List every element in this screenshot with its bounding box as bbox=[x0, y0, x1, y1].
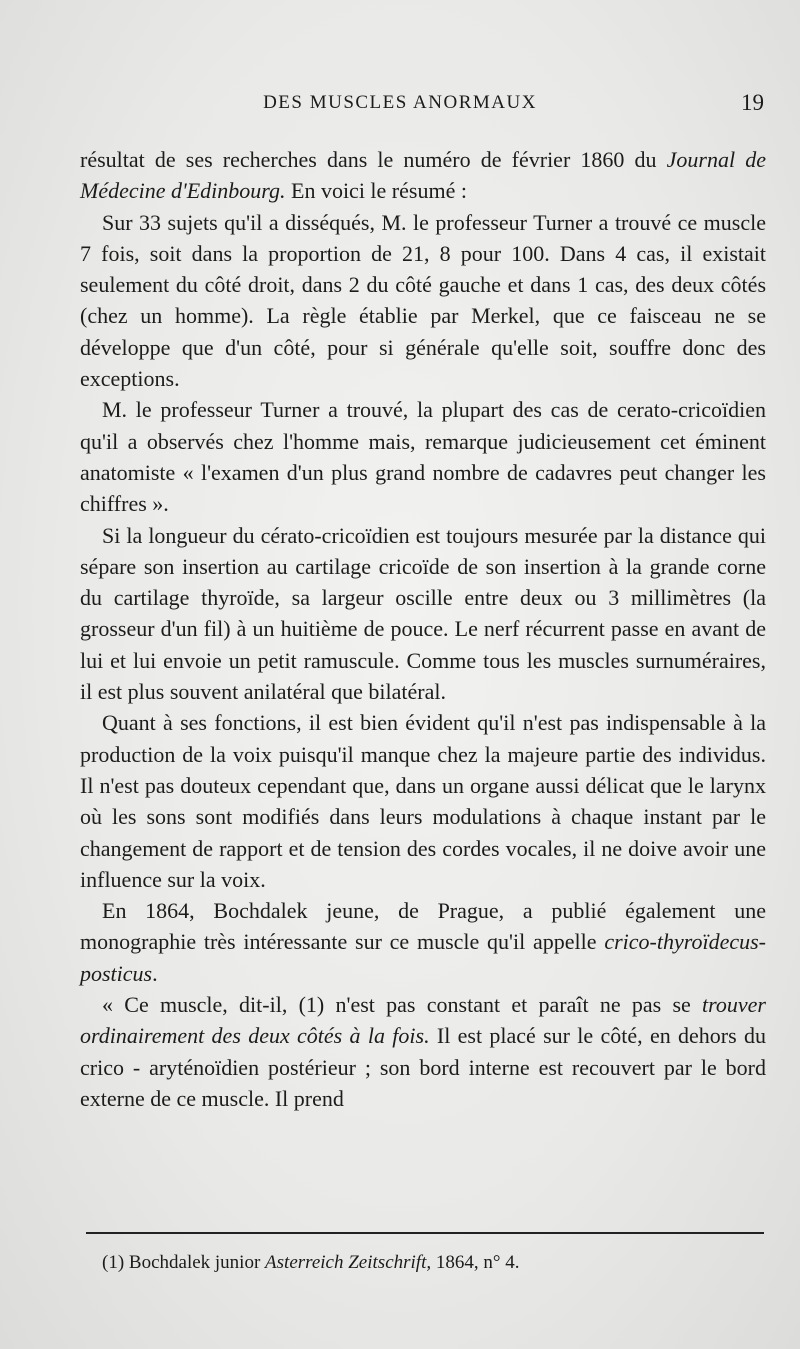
running-head bbox=[0, 90, 800, 120]
paragraph-6 bbox=[80, 895, 766, 989]
paragraph-7-text-end: Il est placé sur le côté, en dehors du crico - aryténoïdien postérieur ; son bord interne est recouvert par le bord externe de ce muscle. Il prend bbox=[80, 1023, 766, 1111]
paragraph-1-text-end: En voici le résumé : bbox=[285, 178, 467, 204]
paragraph-7 bbox=[80, 989, 766, 1114]
muscle-term: crico-thyroïdecus-posticus bbox=[80, 929, 766, 986]
paragraph-1-text: résultat de ses recherches dans le numéro de février 1860 du bbox=[80, 147, 667, 172]
footnote bbox=[80, 1250, 766, 1276]
paragraph-3: M. le professeur Turner a trouvé, la plupart des cas de cerato-cricoïdien qu'il a observés chez l'homme mais, remarque judicieusement cet éminent anatomiste « l'examen d'un plus grand nombre de cadavres peut changer les chiffres ». bbox=[80, 397, 766, 517]
paragraph-7-text: « Ce muscle, dit-il, (1) n'est pas constant et paraît ne pas se bbox=[102, 992, 703, 1018]
footnote-details: 1864, n° 4. bbox=[435, 1252, 520, 1273]
paragraph-6-text: En 1864, Bochdalek jeune, de Prague, a publié également une monographie très intéressante sur ce muscle qu'il appelle bbox=[80, 898, 766, 955]
footnote-marker: (1) bbox=[102, 1252, 125, 1273]
paragraph-2: Sur 33 sujets qu'il a disséqués, M. le professeur Turner a trouvé ce muscle 7 fois, soit dans la proportion de 21, 8 pour 100. Dans 4 cas, il existait seulement du côté droit, dans 2 du côté gauche et dans 1 cas, des deux côtés (chez un homme). La règle établie par Merkel, que ce faisceau ne se développe que d'un côté, pour si générale qu'elle soit, souffre donc des exceptions. bbox=[80, 209, 766, 392]
footnote-author: Bochdalek junior bbox=[128, 1252, 261, 1273]
paragraph-6-text-end: . bbox=[152, 960, 158, 986]
paragraph-1 bbox=[80, 144, 766, 207]
running-title: DES MUSCLES ANORMAUX bbox=[263, 92, 537, 113]
page-number: 19 bbox=[741, 90, 764, 115]
paragraph-5: Quant à ses fonctions, il est bien évident qu'il n'est pas indispensable à la production de la voix puisqu'il manque chez la majeure partie des individus. Il n'est pas douteux cependant que, dans un organe aussi délicat que le larynx où les sons sont modifiés dans leurs modulations à chaque instant par le changement de rapport et de tension des cordes vocales, il ne doive avoir une influence sur la voix. bbox=[80, 710, 766, 892]
journal-title: Journal de Médecine d'Edinbourg. bbox=[80, 147, 767, 204]
body-text bbox=[80, 144, 766, 1114]
quote-emphasis: trouver ordinairement des deux côtés à la fois. bbox=[80, 992, 766, 1049]
paragraph-4: Si la longueur du cérato-cricoïdien est toujours mesurée par la distance qui sépare son insertion au cartilage cricoïde de son insertion à la grande corne du cartilage thyroïde, sa largeur oscille entre deux ou 3 millimètres (la grosseur d'un fil) à un huitième de pouce. Le nerf récurrent passe en avant de lui et lui envoie un petit ramuscule. Comme tous les muscles surnuméraires, il est plus souvent anilatéral que bilatéral. bbox=[80, 522, 766, 705]
footnote-source: Asterreich Zeitschrift, bbox=[265, 1252, 432, 1273]
footnote-rule bbox=[86, 1232, 764, 1234]
